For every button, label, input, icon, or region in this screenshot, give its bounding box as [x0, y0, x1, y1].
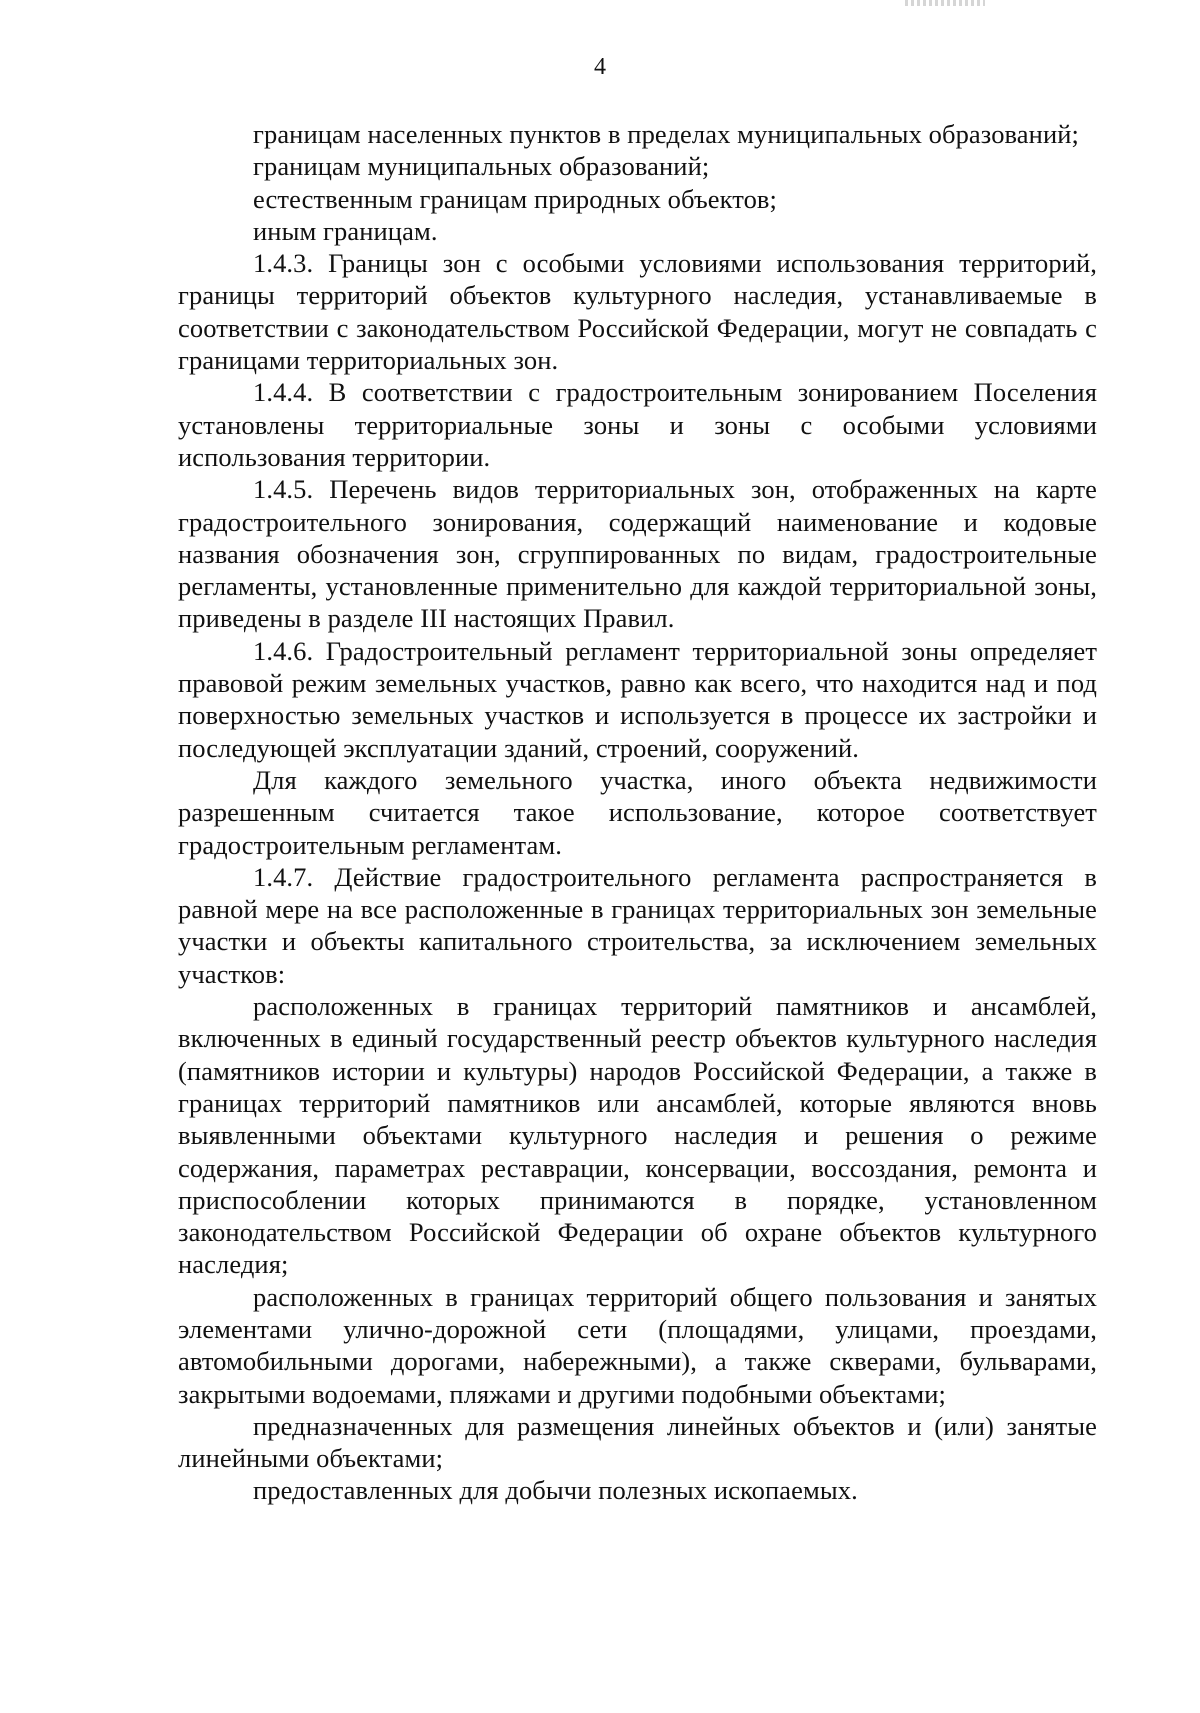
- paragraph: предназначенных для размещения линейных объектов и (или) занятые линейными объектами;: [178, 1410, 1097, 1474]
- paragraph: 1.4.5. Перечень видов территориальных зон, отображенных на карте градостроительного зонирования, содержащий наименование и кодовые названия обозначения зон, сгруппированных по видам, градостроительные регламенты, установленные применительно для каждой территориальной зоны, приведены в разделе III настоящих Правил.: [178, 474, 1097, 634]
- paragraph: границам муниципальных образований;: [253, 151, 710, 182]
- paragraph: расположенных в границах территорий общего пользования и занятых элементами улично-дорожной сети (площадями, улицами, проездами, автомобильными дорогами, набережными), а также скверами, бульварами, закрытыми водоемами, пляжами и другими подобными объектами;: [178, 1281, 1097, 1409]
- paragraph: границам населенных пунктов в пределах муниципальных образований;: [253, 119, 1079, 149]
- paragraph: естественным границам природных объектов;: [253, 183, 778, 214]
- paragraph: 1.4.7. Действие градостроительного регламента распространяется в равной мере на все расположенные в границах территориальных зон земельные участки и объекты капитального строительства, за исключением земельных участков:: [178, 861, 1097, 989]
- scan-artifact: [905, 0, 985, 6]
- paragraph: предоставленных для добычи полезных ископаемых.: [253, 1475, 858, 1506]
- paragraph: расположенных в границах территорий памятников и ансамблей, включенных в единый государственный реестр объектов культурного наследия (памятников истории и культуры) народов Российской Федерации, а также в границах территорий памятников или ансамблей, которые являются вновь выявленными объектами культурного наследия и решения о режиме содержания, параметрах реставрации, консервации, воссоздания, ремонта и приспособлении которых принимаются в порядке, установленном законодательством Российской Федерации об охране объектов культурного наследия;: [178, 991, 1097, 1280]
- paragraph: Для каждого земельного участка, иного объекта недвижимости разрешенным считается такое использование, которое соответствует градостроительным регламентам.: [178, 764, 1097, 860]
- paragraph: 1.4.6. Градостроительный регламент территориальной зоны определяет правовой режим земельных участков, равно как всего, что находится над и под поверхностью земельных участков и используется в процессе их застройки и последующей эксплуатации зданий, строений, сооружений.: [178, 635, 1097, 763]
- paragraph: иным границам.: [253, 215, 438, 246]
- paragraph: 1.4.3. Границы зон с особыми условиями использования территорий, границы территорий объектов культурного наследия, устанавливаемые в соответствии с законодательством Российской Федерации, могут не совпадать с границами территориальных зон.: [178, 248, 1097, 376]
- document-body: [178, 118, 1097, 1507]
- page-number: 4: [594, 54, 606, 80]
- paragraph: 1.4.4. В соответствии с градостроительным зонированием Поселения установлены территориальные зоны и зоны с особыми условиями использования территории.: [178, 377, 1097, 472]
